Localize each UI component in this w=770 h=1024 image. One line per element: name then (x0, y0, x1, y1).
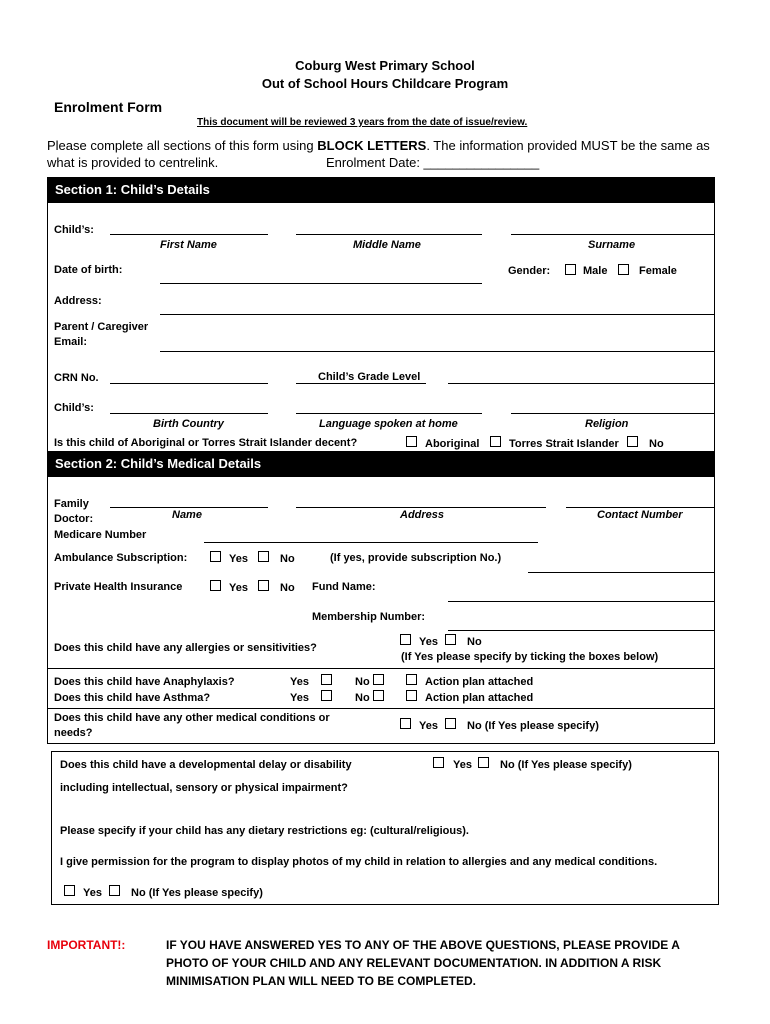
doctor-contact-line[interactable] (566, 507, 715, 508)
membership-line[interactable] (448, 630, 715, 631)
delay-question-2: including intellectual, sensory or physical impairment? (60, 782, 348, 794)
male-label: Male (583, 265, 608, 277)
anaphylaxis-yes-label: Yes (290, 676, 309, 688)
allergies-question: Does this child have any allergies or sensitivities? (54, 642, 317, 654)
intro-line2: what is provided to centrelink. (47, 155, 219, 170)
dob-label: Date of birth: (54, 264, 123, 276)
doctor-contact-label: Contact Number (597, 509, 683, 521)
surname-line[interactable] (511, 234, 715, 235)
first-name-line[interactable] (110, 234, 268, 235)
important-notice-1: IF YOU HAVE ANSWERED YES TO ANY OF THE ABOVE QUESTIONS, PLEASE PROVIDE A (166, 938, 680, 952)
program-name: Out of School Hours Childcare Program (261, 76, 509, 91)
grade-underline (296, 383, 426, 384)
parent-label: Parent / Caregiver (54, 321, 149, 333)
school-name: Coburg West Primary School (295, 58, 475, 73)
important-label: IMPORTANT!: (47, 938, 126, 952)
intro-part2: . The information provided MUST be the same as (426, 138, 710, 153)
doctor-label: Doctor: (54, 513, 94, 525)
insurance-no-label: No (280, 582, 295, 594)
allergies-note: (If Yes please specify by ticking the boxes below) (401, 651, 659, 663)
email-label: Email: (54, 336, 88, 348)
asthma-plan-checkbox[interactable] (406, 690, 417, 701)
email-line[interactable] (160, 351, 715, 352)
fund-name-line[interactable] (448, 601, 715, 602)
gender-label: Gender: (508, 265, 551, 277)
grade-label: Child’s Grade Level (318, 371, 421, 383)
asthma-question: Does this child have Asthma? (54, 692, 211, 704)
allergy-divider (47, 668, 715, 669)
male-checkbox[interactable] (565, 264, 576, 275)
doctor-name-label: Name (172, 509, 202, 521)
crn-line[interactable] (110, 383, 268, 384)
doctor-name-line[interactable] (110, 507, 268, 508)
grade-line[interactable] (448, 383, 715, 384)
fund-name-label: Fund Name: (312, 581, 376, 593)
middle-name-label: Middle Name (353, 239, 421, 251)
birth-country-line[interactable] (110, 413, 268, 414)
asthma-no-checkbox[interactable] (373, 690, 384, 701)
ambulance-yes-checkbox[interactable] (210, 551, 221, 562)
other-conditions-no-label: No (If Yes please specify) (467, 720, 599, 732)
crn-label: CRN No. (54, 372, 99, 384)
female-checkbox[interactable] (618, 264, 629, 275)
important-notice-2: PHOTO OF YOUR CHILD AND ANY RELEVANT DOCUMENTATION. IN ADDITION A RISK (166, 956, 662, 970)
allergies-no-label: No (467, 636, 482, 648)
insurance-no-checkbox[interactable] (258, 580, 269, 591)
torres-label: Torres Strait Islander (509, 438, 619, 450)
private-insurance-label: Private Health Insurance (54, 581, 183, 593)
photos-no-checkbox[interactable] (109, 885, 120, 896)
middle-name-line[interactable] (296, 234, 482, 235)
enrolment-date-field[interactable]: Enrolment Date: ________________ (326, 155, 540, 170)
section1-frame (47, 177, 715, 453)
important-notice-3: MINIMISATION PLAN WILL NEED TO BE COMPLETED. (166, 974, 477, 988)
surname-label: Surname (588, 239, 636, 251)
allergies-no-checkbox[interactable] (445, 634, 456, 645)
anaphylaxis-plan-label: Action plan attached (425, 676, 534, 688)
form-title: Enrolment Form (54, 99, 163, 115)
language-line[interactable] (296, 413, 482, 414)
aboriginal-checkbox[interactable] (406, 436, 417, 447)
intro-part1: Please complete all sections of this form using (47, 138, 318, 153)
photos-permission: I give permission for the program to display photos of my child in relation to allergies and any medical conditions. (60, 856, 658, 868)
medicare-line[interactable] (204, 542, 538, 543)
dietary-text: Please specify if your child has any dietary restrictions eg: (cultural/religious). (60, 825, 469, 837)
membership-label: Membership Number: (312, 611, 426, 623)
language-label: Language spoken at home (319, 418, 458, 430)
asthma-no-label: No (355, 692, 370, 704)
first-name-label: First Name (160, 239, 217, 251)
insurance-yes-label: Yes (229, 582, 248, 594)
other-conditions-q2: needs? (54, 727, 93, 739)
anaphylaxis-yes-checkbox[interactable] (321, 674, 332, 685)
childs-label-2: Child’s: (54, 402, 94, 414)
anaphylaxis-plan-checkbox[interactable] (406, 674, 417, 685)
other-conditions-yes-checkbox[interactable] (400, 718, 411, 729)
religion-line[interactable] (511, 413, 715, 414)
address-label: Address: (54, 295, 102, 307)
delay-yes-label: Yes (453, 759, 472, 771)
section2-title: Section 2: Child’s Medical Details (47, 451, 715, 477)
insurance-yes-checkbox[interactable] (210, 580, 221, 591)
ambulance-label: Ambulance Subscription: (54, 552, 188, 564)
conditions-divider (47, 708, 715, 709)
no-atsi-checkbox[interactable] (627, 436, 638, 447)
delay-no-checkbox[interactable] (478, 757, 489, 768)
ambulance-no-checkbox[interactable] (258, 551, 269, 562)
allergies-yes-checkbox[interactable] (400, 634, 411, 645)
dob-line[interactable] (160, 283, 482, 284)
other-conditions-no-checkbox[interactable] (445, 718, 456, 729)
allergies-yes-label: Yes (419, 636, 438, 648)
aboriginal-label: Aboriginal (425, 438, 480, 450)
anaphylaxis-no-label: No (355, 676, 370, 688)
address-line[interactable] (160, 314, 715, 315)
photos-yes-checkbox[interactable] (64, 885, 75, 896)
anaphylaxis-no-checkbox[interactable] (373, 674, 384, 685)
aboriginal-question: Is this child of Aboriginal or Torres Strait Islander decent? (54, 437, 358, 449)
intro-text (47, 138, 710, 153)
other-conditions-yes-label: Yes (419, 720, 438, 732)
ambulance-note: (If yes, provide subscription No.) (330, 552, 502, 564)
family-label: Family (54, 498, 89, 510)
ambulance-yes-label: Yes (229, 553, 248, 565)
ambulance-no-label: No (280, 553, 295, 565)
photos-no-label: No (If Yes please specify) (131, 887, 263, 899)
asthma-yes-label: Yes (290, 692, 309, 704)
doctor-address-line[interactable] (296, 507, 546, 508)
childs-label: Child’s: (54, 224, 94, 236)
anaphylaxis-question: Does this child have Anaphylaxis? (54, 676, 235, 688)
ambulance-number-line[interactable] (528, 572, 715, 573)
intro-bold: BLOCK LETTERS (317, 138, 427, 153)
photos-yes-label: Yes (83, 887, 102, 899)
asthma-plan-label: Action plan attached (425, 692, 534, 704)
religion-label: Religion (585, 418, 629, 430)
delay-question: Does this child have a developmental delay or disability (60, 759, 352, 771)
other-conditions-q1: Does this child have any other medical conditions or (54, 712, 330, 724)
review-note: This document will be reviewed 3 years from the date of issue/review. (197, 117, 528, 128)
delay-yes-checkbox[interactable] (433, 757, 444, 768)
torres-checkbox[interactable] (490, 436, 501, 447)
medicare-label: Medicare Number (54, 529, 147, 541)
female-label: Female (639, 265, 677, 277)
asthma-yes-checkbox[interactable] (321, 690, 332, 701)
section1-title: Section 1: Child’s Details (47, 177, 715, 203)
birth-country-label: Birth Country (153, 418, 224, 430)
delay-no-label: No (If Yes please specify) (500, 759, 632, 771)
no-atsi-label: No (649, 438, 664, 450)
doctor-address-label: Address (400, 509, 445, 521)
